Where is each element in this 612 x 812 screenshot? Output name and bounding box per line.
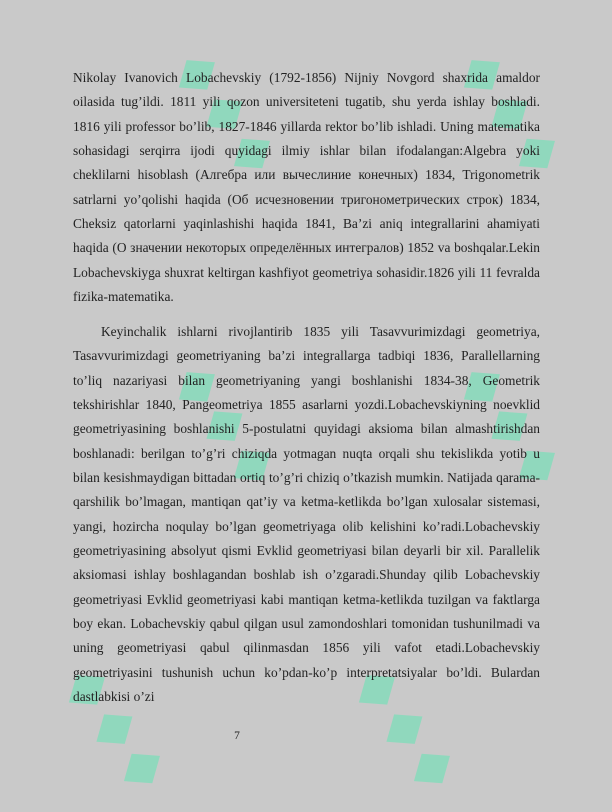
body-paragraph: Nikolay Ivanovich Lobachevskiy (1792-1856) Nijniy Novgord shaxrida amaldor oilasida tug’ildi. 1811 yili qozon universiteteni tugatib, shu yerda ishlay boshladi. 1816 yili professor bo’lib, 1827-1846 yillarda rektor bo’lib ishladi. Uning matematika sohasidagi serqirra ijodi quyidagi ilmiy ishlar bilan ifodalangan:Algebra yoki cheklilarni hisoblash (Алгебра или вычеслиние конечных) 1834, Trigonometrik satrlarni yo’qolishi haqida (Об исчезновении тригонометрических строк) 1834, Cheksiz qatorlarni yaqinlashishi haqida 1841, Ba’zi aniq integrallarini ahamiyati haqida (О значении некоторых определённых интегралов) 1852 va boshqalar.Lekin Lobachevskiyga shuxrat keltirgan kashfiyot geometriya sohasidir.1826 yili 11 fevralda fizika-matematika.	[73, 70, 540, 305]
body-paragraph: Keyinchalik ishlarni rivojlantirib 1835 yili Tasavvurimizdagi geometriya, Tasavvurimizdagi geometriyaning ba’zi integrallarga tadbiqi 1836, Parallellarning to’liq nazariyasi bilan geometriyaning yangi boshlanishi 1834-38, Geometrik tekshirishlar 1840, Pangeometriya 1855 asarlarni yozdi.Lobachevskiyning noevklid geometriyasining boshlanishi 5-postulatni quyidagi aksioma bilan almashtirishdan boshlanadi: berilgan to’g’ri chiziqda yotmagan nuqta orqali shu tekislikda yotib u bilan kesishmaydigan bittadan ortiq to’g’ri chiziq o’tkazish mumkin. Natijada qarama-qarshilik bo’lmagan, mantiqan qat’iy va ketma-ketlikda bo’lgan xulosalar sistemasi, yangi, hozircha noqulay bo’lgan geometriyaga olib kelishini ko’radi.Lobachevskiy geometriyasining absolyut qismi Evklid geometriyasi bilan deyarli bir xil. Parallelik aksiomasi ishlay boshlagandan boshlab ish o’zgaradi.Shunday qilib Lobachevskiy geometriyasi Evklid geometriyasi kabi mantiqan ketma-ketlikda tuzilgan va faktlarga boy ekan. Lobachevskiy qabul qilgan usul zamondoshlari tomonidan tushunilmadi va uning geometriyasi qabul qilinmasdan 1856 yili vafot etadi.Lobachevskiy geometriyasini tushunish uchun ko’pdan-ko’p interpretatsiyalar bo’ldi. Bulardan dastlabkisi o’zi	[73, 324, 540, 705]
page-number: 7	[234, 730, 240, 742]
